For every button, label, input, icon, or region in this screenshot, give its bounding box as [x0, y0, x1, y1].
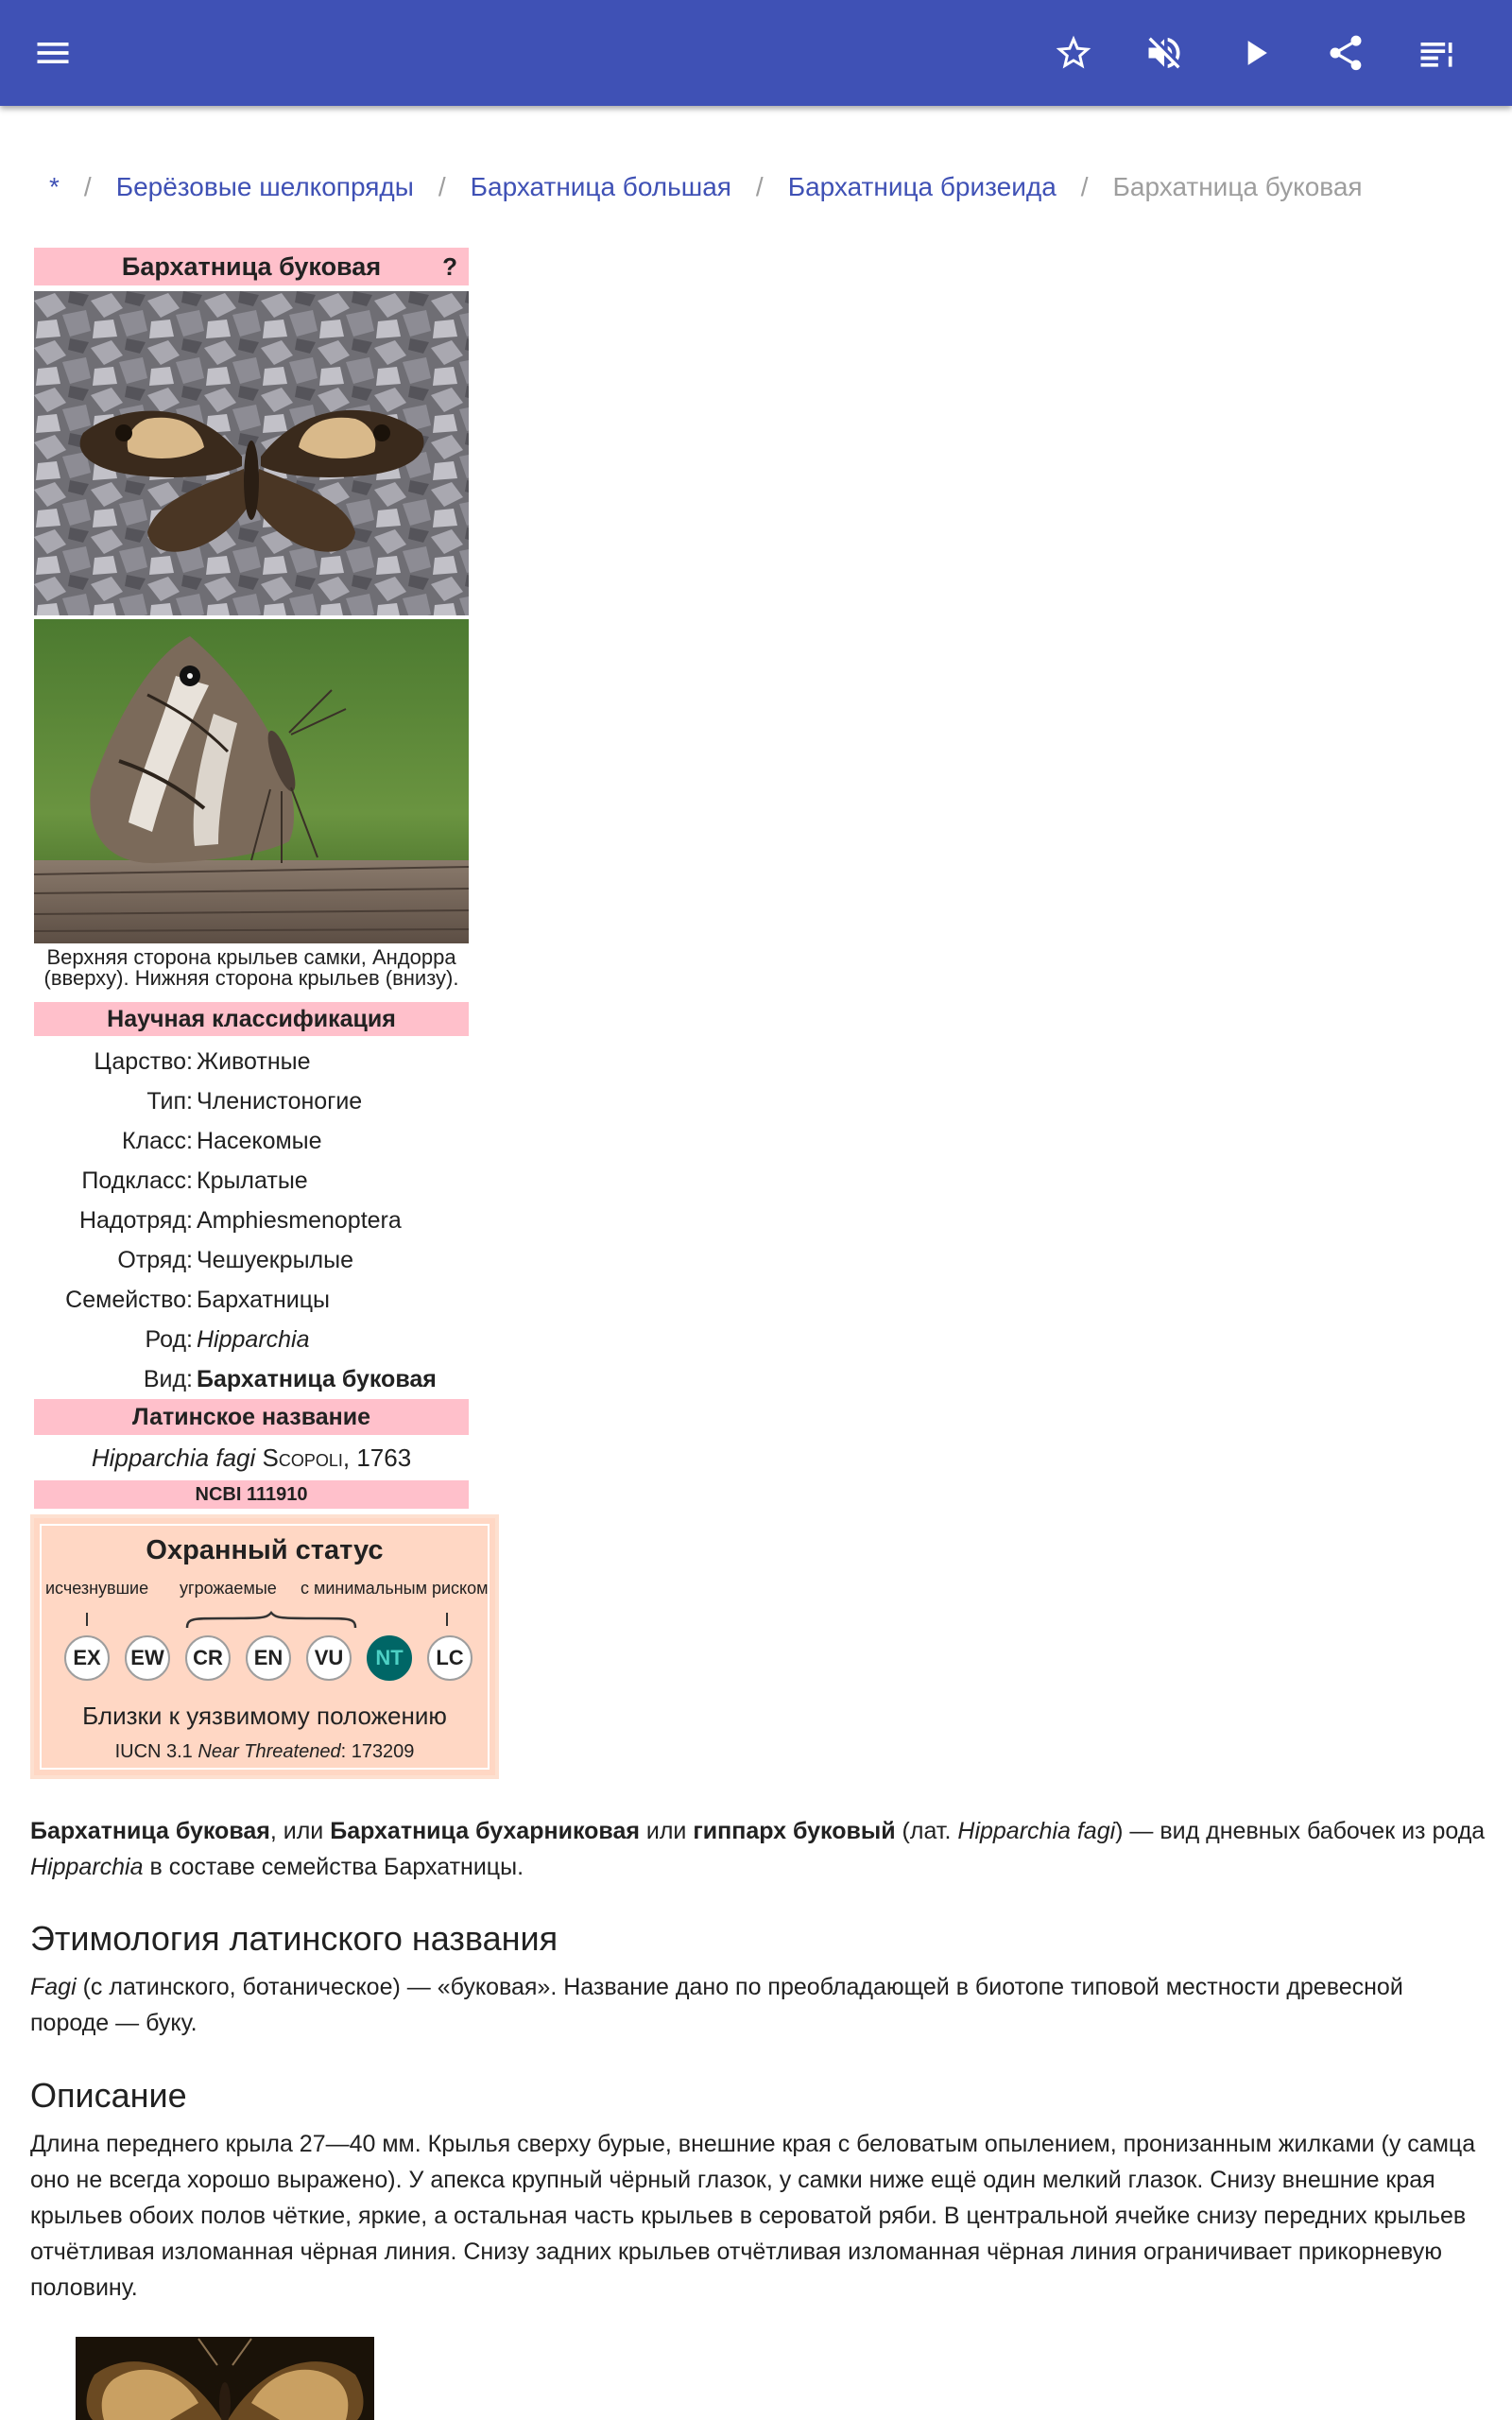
breadcrumb-item-root[interactable]: * — [49, 172, 60, 201]
conservation-status-box — [34, 1514, 489, 1779]
infobox — [34, 248, 489, 1779]
status-badge-cr: CR — [185, 1635, 231, 1681]
taxonomy-row — [34, 1240, 469, 1280]
label-extinct: исчезнувшие — [45, 1579, 149, 1598]
ncbi-link[interactable]: NCBI 111910 — [34, 1480, 469, 1509]
breadcrumb-item[interactable]: Бархатница бризеида — [787, 172, 1057, 201]
etymology-text: (с латинского, ботаническое) — «буковая». Название дано по преобладающей в биотопе типовой местности древесной породе — буку. — [30, 1974, 1403, 2036]
iucn-version[interactable]: IUCN 3.1 — [114, 1741, 193, 1762]
intro-text: (лат. — [895, 1818, 958, 1844]
share-icon[interactable] — [1319, 26, 1372, 79]
breadcrumb-current: Бархатница буковая — [1112, 172, 1363, 201]
play-icon[interactable] — [1228, 26, 1281, 79]
status-badge-ew: EW — [125, 1635, 170, 1681]
status-badge-en: EN — [246, 1635, 291, 1681]
taxonomy-rank: Класс: — [122, 1127, 193, 1154]
breadcrumb — [49, 168, 1363, 206]
taxonomy-row — [34, 1280, 469, 1320]
taxonomy-row — [34, 1161, 469, 1201]
taxonomy-rank: Вид: — [143, 1365, 193, 1392]
taxonomy-value: Бархатница буковая — [197, 1365, 437, 1392]
menu-icon[interactable] — [26, 26, 79, 79]
conservation-status-frame — [30, 1514, 499, 1779]
breadcrumb-separator: / — [438, 172, 446, 201]
infobox-title-text: Бархатница буковая — [121, 252, 382, 281]
intro-latin-name: Hipparchia fagi — [957, 1818, 1116, 1844]
intro-bold-name: гиппарх буковый — [693, 1818, 896, 1844]
taxonomy-value[interactable]: Членистоногие — [197, 1087, 363, 1115]
description-heading: Описание — [30, 2076, 187, 2115]
label-least-concern: с минимальным риском — [301, 1579, 489, 1598]
conservation-status-inner — [40, 1524, 490, 1770]
etymology-heading: Этимология латинского названия — [30, 1919, 558, 1958]
taxonomy-rank: Отряд: — [117, 1246, 193, 1273]
latin-name-header: Латинское название — [34, 1399, 469, 1435]
taxonomy-row — [34, 1359, 469, 1399]
taxonomy-value[interactable]: Hipparchia — [197, 1325, 310, 1353]
description-paragraph: Длина переднего крыла 27—40 мм. Крылья сверху бурые, внешние края с беловатым опылением, пронизанным жилками (у самца оно не всегда хорошо выражено). У апекса крупный чёрный глазок, у самки ниже ещё один мелкий глазок. Снизу внешние края крыльев обоих полов чёткие, яркие, а остальная часть крыльев в сероватой ряби. В центральной ячейке снизу передних крыльев отчётливая изломанная чёрная линия. Снизу задних крыльев отчётливая изломанная чёрная линия ограничивает прикорневую половину. — [30, 2131, 1476, 2301]
conservation-status-text[interactable]: Близки к уязвимому положению — [82, 1702, 447, 1730]
help-link[interactable]: ? — [442, 252, 457, 281]
status-badge-vu: VU — [306, 1635, 352, 1681]
taxonomy-row — [34, 1320, 469, 1359]
intro-text: , или — [269, 1818, 331, 1844]
etymology-paragraph — [30, 1969, 1486, 2041]
breadcrumb-item[interactable]: Берёзовые шелкопряды — [115, 172, 414, 201]
breadcrumb-separator: / — [755, 172, 764, 201]
taxonomy-table — [34, 1042, 469, 1399]
iucn-id[interactable]: : 173209 — [340, 1741, 415, 1762]
latin-name-species: Hipparchia fagi — [91, 1443, 256, 1472]
label-threatened: угрожаемые — [180, 1579, 277, 1598]
taxonomy-rank: Надотряд: — [78, 1206, 193, 1234]
taxonomy-row — [34, 1201, 469, 1240]
taxonomy-value[interactable]: Бархатницы — [197, 1286, 331, 1313]
conservation-title: Охранный статус — [146, 1535, 384, 1565]
taxonomy-value[interactable]: Насекомые — [197, 1127, 322, 1154]
intro-text: в составе семейства Бархатницы. — [143, 1854, 524, 1880]
status-badge-ex: EX — [64, 1635, 110, 1681]
app-bar — [0, 0, 1512, 106]
threatened-brace — [185, 1611, 357, 1630]
taxonomy-rank: Род: — [145, 1325, 193, 1353]
intro-genus-link[interactable]: Hipparchia — [30, 1854, 144, 1880]
taxonomy-rank: Царство: — [94, 1047, 193, 1075]
taxonomy-value[interactable]: Amphiesmenoptera — [197, 1206, 402, 1234]
breadcrumb-separator: / — [83, 172, 92, 201]
intro-text: или — [639, 1818, 694, 1844]
taxonomy-row — [34, 1042, 469, 1081]
butterfly-upperside-photo[interactable] — [34, 291, 469, 615]
etymology-term: Fagi — [30, 1974, 77, 2000]
intro-bold-name: Бархатница бухарниковая — [330, 1818, 640, 1844]
intro-bold-name: Бархатница буковая — [30, 1818, 270, 1844]
breadcrumb-separator: / — [1080, 172, 1089, 201]
taxonomy-value[interactable]: Чешуекрылые — [197, 1246, 354, 1273]
iucn-status: Near Threatened — [198, 1741, 341, 1762]
latin-name — [34, 1435, 469, 1480]
infobox-title — [34, 248, 469, 285]
intro-paragraph — [30, 1813, 1486, 1885]
volume-off-icon[interactable] — [1138, 26, 1191, 79]
butterfly-specimen-photo[interactable] — [76, 2337, 374, 2420]
taxonomy-value[interactable]: Крылатые — [197, 1167, 308, 1194]
star-outline-icon[interactable] — [1047, 26, 1100, 79]
status-badge-nt: NT — [367, 1635, 412, 1681]
breadcrumb-item[interactable]: Бархатница большая — [470, 172, 731, 201]
iucn-reference — [42, 1741, 488, 1763]
taxonomy-rank: Подкласс: — [81, 1167, 193, 1194]
taxonomy-rank: Семейство: — [65, 1286, 193, 1313]
latin-name-year: , 1763 — [342, 1443, 412, 1472]
intro-text: ) — вид дневных бабочек из рода — [1115, 1818, 1486, 1844]
butterfly-underside-photo[interactable] — [34, 619, 469, 943]
least-concern-tick — [446, 1613, 448, 1626]
taxonomy-value[interactable]: Животные — [197, 1047, 311, 1075]
taxonomy-row — [34, 1081, 469, 1121]
taxonomy-rank: Тип: — [146, 1087, 193, 1115]
infobox-caption: Верхняя сторона крыльев самки, Андорра (вверху). Нижняя сторона крыльев (внизу). — [43, 945, 459, 990]
latin-name-author[interactable]: Scopoli — [262, 1443, 343, 1472]
status-badge-lc: LC — [427, 1635, 472, 1681]
taxonomy-row — [34, 1121, 469, 1161]
classification-header: Научная классификация — [34, 1002, 469, 1036]
extinct-tick — [86, 1613, 88, 1626]
playlist-icon[interactable] — [1410, 26, 1463, 79]
